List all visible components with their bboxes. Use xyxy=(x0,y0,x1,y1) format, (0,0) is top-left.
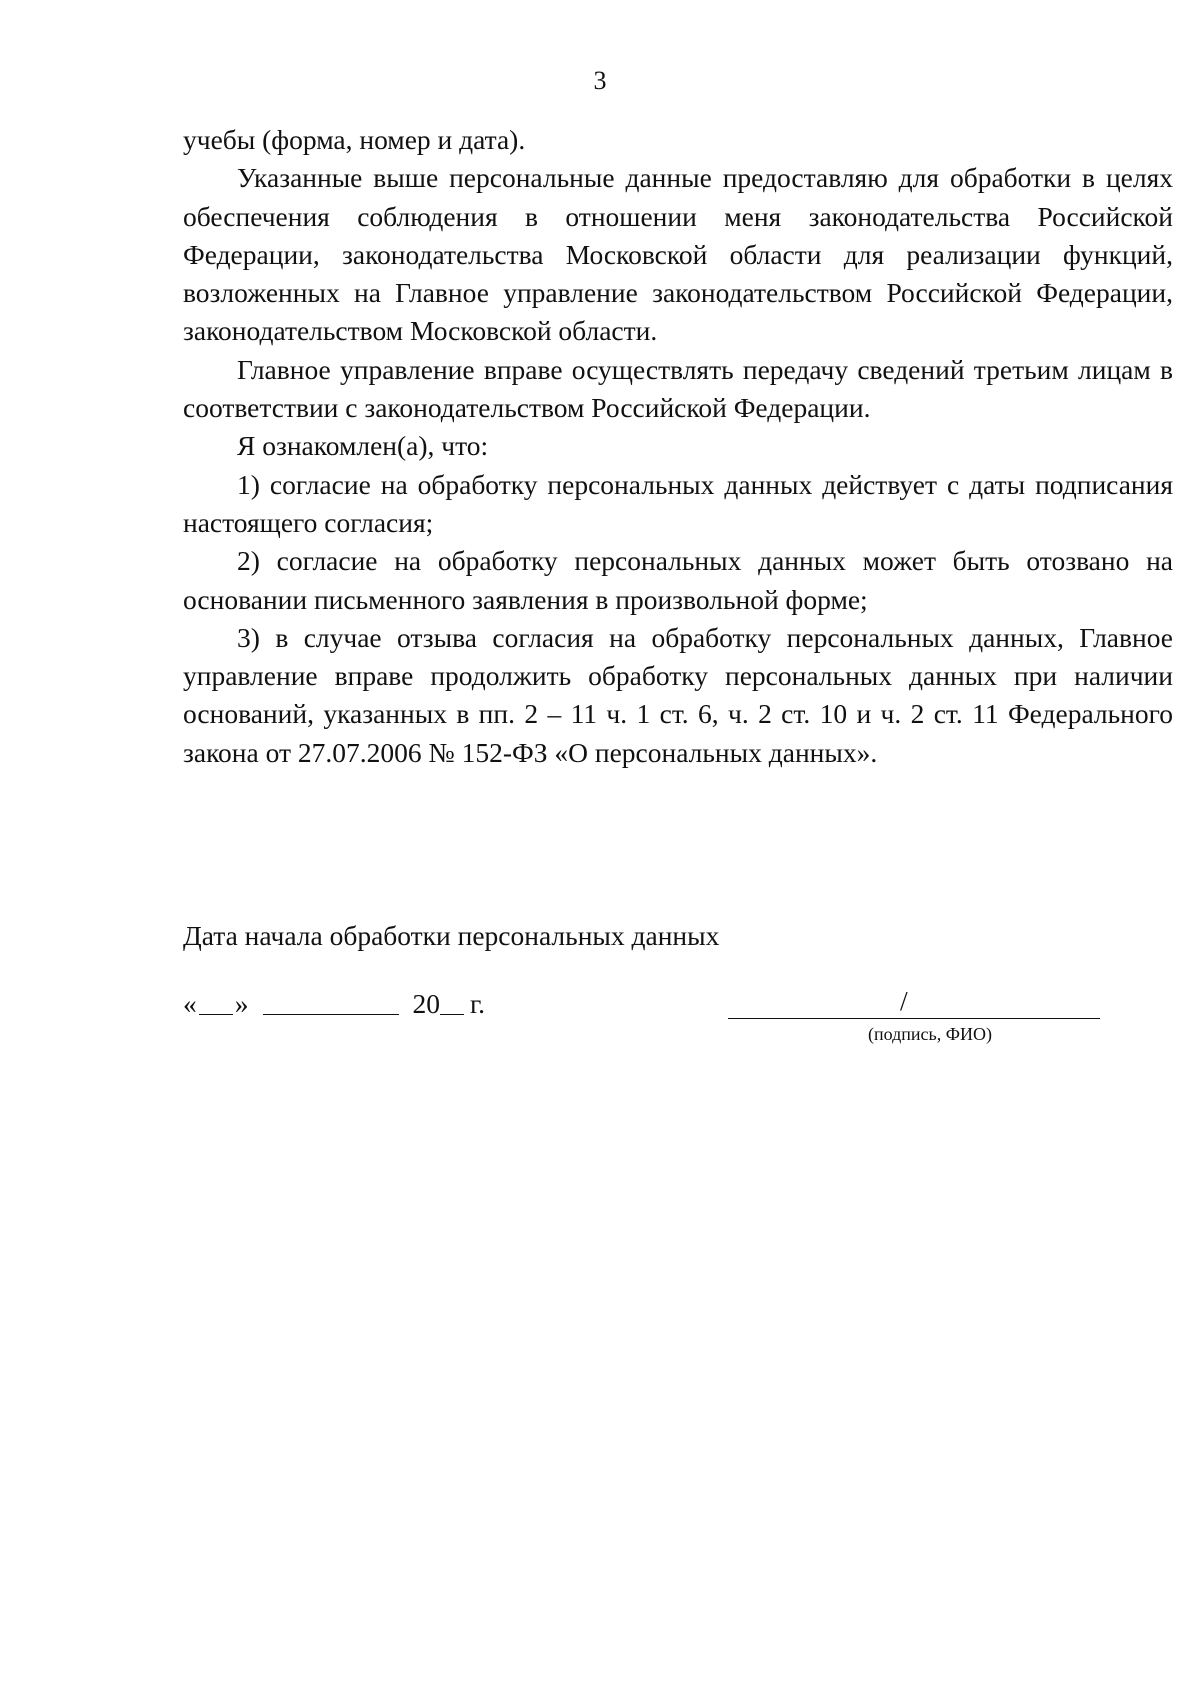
date-field xyxy=(183,985,485,1023)
start-date-label: Дата начала обработки персональных данных xyxy=(183,920,720,951)
list-item-2: 2) согласие на обработку персональных данных может быть отозвано на основании письменного заявления в произвольной форме; xyxy=(183,545,1173,615)
date-close-quote: » xyxy=(234,988,249,1019)
year-suffix: г. xyxy=(470,988,486,1019)
paragraph-purpose: Указанные выше персональные данные предоставляю для обработки в целях обеспечения соблюдения в отношении меня законодательства Российской Федерации, законодательства Московской области для реализации функций, возложенных на Главное управление законодательством Российской Федерации, законодательством Московской области. xyxy=(183,162,1173,347)
list-item-3: 3) в случае отзыва согласия на обработку персональных данных, Главное управление вправе продолжить обработку персональных данных при наличии оснований, указанных в пп. 2 – 11 ч. 1 ст. 6, ч. 2 ст. 10 и ч. 2 ст. 11 Федерального закона от 27.07.2006 № 152-ФЗ «О персональных данных». xyxy=(183,621,1173,768)
day-blank xyxy=(199,1013,233,1015)
paragraph-continuation: учебы (форма, номер и дата). xyxy=(183,124,526,155)
paragraph-acknowledgement: Я ознакомлен(а), что: xyxy=(237,430,489,462)
year-blank xyxy=(440,1013,464,1015)
list-item-1: 1) согласие на обработку персональных данных действует с даты подписания настоящего согласия; xyxy=(183,468,1173,538)
signature-separator: / xyxy=(900,985,908,1016)
document-body xyxy=(183,121,1173,772)
date-open-quote: « xyxy=(183,988,197,1019)
month-blank xyxy=(263,1013,399,1015)
paragraph-transfer: Главное управление вправе осуществлять передачу сведений третьим лицам в соответствии с законодательством Российской Федерации. xyxy=(183,353,1173,424)
signature-block xyxy=(728,986,1100,1046)
signature-caption: (подпись, ФИО) xyxy=(868,1024,992,1044)
page-number: 3 xyxy=(593,66,607,95)
year-prefix: 20 xyxy=(412,988,440,1019)
signature-line xyxy=(728,1018,1100,1019)
